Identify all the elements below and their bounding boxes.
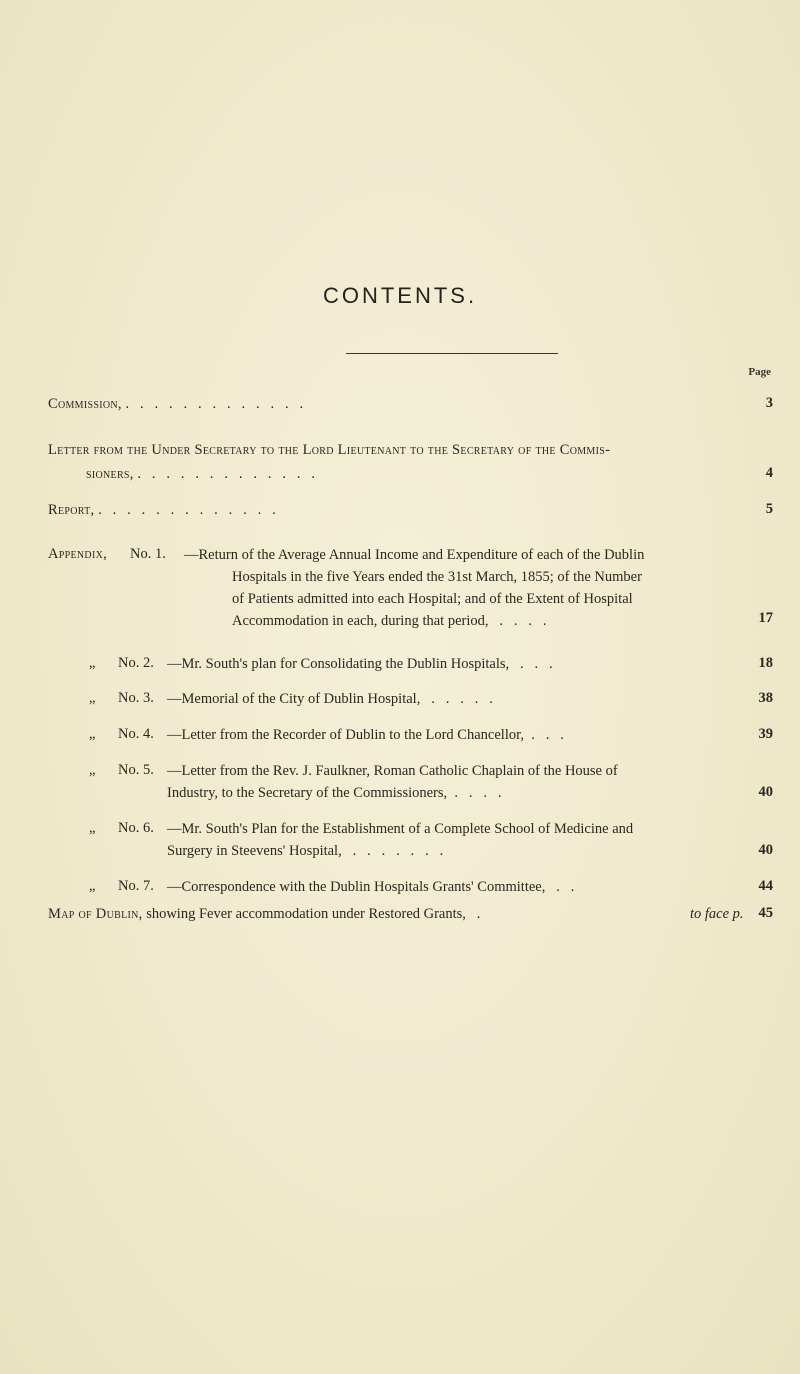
ditto-mark: „ bbox=[89, 690, 96, 706]
title-rule bbox=[346, 353, 558, 354]
page-number: 38 bbox=[758, 690, 773, 706]
item-line: —Correspondence with the Dublin Hospitals Grants' Committee, . . bbox=[167, 879, 575, 895]
page-number: 39 bbox=[758, 726, 773, 742]
ditto-mark: „ bbox=[89, 820, 96, 836]
entry-label: Report, bbox=[48, 502, 95, 518]
appendix-item-7 bbox=[167, 876, 747, 898]
entry-label-cont: sioners, bbox=[86, 466, 134, 482]
appendix-label: Appendix, bbox=[48, 546, 108, 562]
item-line: Hospitals in the five Years ended the 31st March, 1855; of the Number bbox=[232, 569, 642, 585]
appendix-item-4 bbox=[167, 724, 747, 746]
item-line: —Letter from the Recorder of Dublin to the Lord Chancellor, . . . bbox=[167, 727, 564, 743]
appendix-number: No. 5. bbox=[118, 762, 154, 778]
toc-entry-map bbox=[48, 905, 480, 924]
page-number: 3 bbox=[765, 395, 773, 411]
appendix-item-1 bbox=[184, 544, 764, 632]
appendix-item-6 bbox=[167, 818, 747, 862]
toc-entry-commission bbox=[48, 395, 303, 414]
appendix-number: No. 1. bbox=[130, 546, 166, 562]
leader-dots: . . . . . . . . . . . . . bbox=[133, 466, 315, 482]
face-page-note: to face p. bbox=[690, 906, 744, 922]
page-column-heading: Page bbox=[748, 366, 771, 378]
appendix-item-2 bbox=[167, 653, 747, 675]
item-line: Industry, to the Secretary of the Commissioners, . . . . bbox=[167, 785, 502, 801]
appendix-item-3 bbox=[167, 688, 747, 710]
page-number: 40 bbox=[758, 842, 773, 858]
toc-entry-letter bbox=[48, 441, 610, 460]
entry-text: showing Fever accommodation under Restored Grants, . bbox=[146, 906, 481, 922]
page-number: 45 bbox=[758, 905, 773, 921]
item-line: —Letter from the Rev. J. Faulkner, Roman Catholic Chaplain of the House of bbox=[167, 763, 618, 779]
page-number: 17 bbox=[758, 610, 773, 626]
item-line: —Memorial of the City of Dublin Hospital, . . . . . bbox=[167, 691, 493, 707]
item-line: —Return of the Average Annual Income and Expenditure of each of the Dublin bbox=[184, 547, 645, 563]
entry-label: Commission, bbox=[48, 396, 122, 412]
ditto-mark: „ bbox=[89, 655, 96, 671]
toc-entry-report bbox=[48, 501, 276, 520]
item-line: Accommodation in each, during that period, . . . . bbox=[232, 613, 547, 629]
appendix-item-5 bbox=[167, 760, 747, 804]
page-number: 44 bbox=[758, 878, 773, 894]
item-line: —Mr. South's Plan for the Establishment of a Complete School of Medicine and bbox=[167, 821, 634, 837]
page-number: 5 bbox=[765, 501, 773, 517]
appendix-number: No. 2. bbox=[118, 655, 154, 671]
page-title: CONTENTS. bbox=[322, 283, 478, 308]
item-line: of Patients admitted into each Hospital; and of the Extent of Hospital bbox=[232, 591, 633, 607]
item-line: —Mr. South's plan for Consolidating the Dublin Hospitals, . . . bbox=[167, 656, 553, 672]
toc-entry-letter-cont bbox=[86, 465, 315, 484]
entry-label: Map of Dublin, bbox=[48, 906, 143, 922]
page-number: 40 bbox=[758, 784, 773, 800]
appendix-number: No. 3. bbox=[118, 690, 154, 706]
leader-dots: . . . . . . . . . . . . . bbox=[94, 502, 276, 518]
appendix-number: No. 4. bbox=[118, 726, 154, 742]
ditto-mark: „ bbox=[89, 878, 96, 894]
page-number: 4 bbox=[765, 465, 773, 481]
item-line: Surgery in Steevens' Hospital, . . . . . . . bbox=[167, 843, 444, 859]
appendix-number: No. 6. bbox=[118, 820, 154, 836]
page-number: 18 bbox=[758, 655, 773, 671]
ditto-mark: „ bbox=[89, 726, 96, 742]
leader-dots: . . . . . . . . . . . . . bbox=[121, 396, 304, 412]
entry-label: Letter from the Under Secretary to the Lord Lieutenant to the Secretary of the Commis- bbox=[48, 442, 611, 458]
appendix-number: No. 7. bbox=[118, 878, 154, 894]
ditto-mark: „ bbox=[89, 762, 96, 778]
